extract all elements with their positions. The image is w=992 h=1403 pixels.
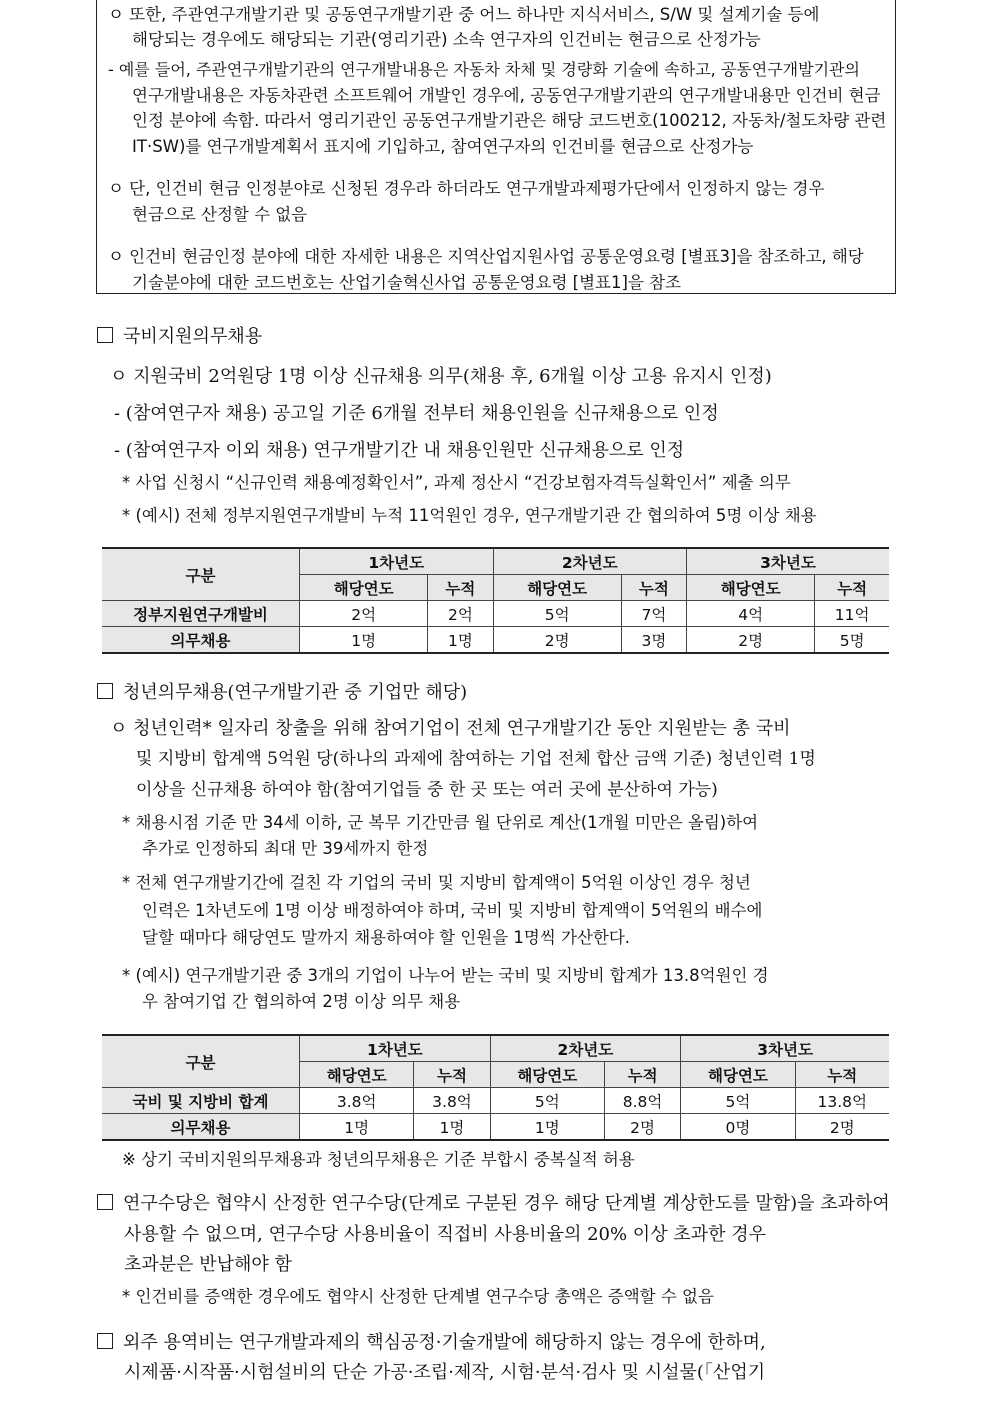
- table-subheader: 해당연도: [300, 1062, 414, 1088]
- youth-hiring-table: [102, 1034, 889, 1141]
- sec2-line: 인력은 1차년도에 1명 이상 배정하여야 하며, 국비 및 지방비 합계액이 5억원의 배수에: [142, 901, 763, 920]
- table-cell: 5억: [490, 1088, 604, 1114]
- table-cell: 7억: [621, 601, 686, 627]
- sec4-line: 외주 용역비는 연구개발과제의 핵심공정·기술개발에 해당하지 않는 경우에 한하며,: [97, 1328, 766, 1357]
- sec2-line: ㅇ 청년인력* 일자리 창출을 위해 참여기업이 전체 연구개발기간 동안 지원받는 총 국비: [110, 718, 791, 739]
- sec1-line: ㅇ 지원국비 2억원당 1명 이상 신규채용 의무(채용 후, 6개월 이상 고용 유지시 인정): [110, 366, 772, 387]
- table-cell: 5명: [815, 627, 889, 654]
- sec3-line: 연구수당은 협약시 산정한 연구수당(단계로 구분된 경우 해당 단계별 계상한도를 말함)을 초과하여: [97, 1189, 890, 1218]
- box-line: 인정 분야에 속함. 따라서 영리기관인 공동연구개발기관은 해당 코드번호(100212, 자동차/철도차량 관련: [132, 111, 887, 130]
- row-label: 정부지원연구개발비: [102, 601, 300, 627]
- box-line: 연구개발내용은 자동차관련 소프트웨어 개발인 경우에, 공동연구개발기관의 연구개발내용만 인건비 현금: [132, 86, 881, 105]
- table-subheader: 누적: [428, 575, 493, 601]
- table-cell: 11억: [815, 601, 889, 627]
- table-subheader: 누적: [414, 1062, 490, 1088]
- sec1-line: * 사업 신청시 “신규인력 채용예정확인서”, 과제 정산시 “건강보험자격득실확인서” 제출 의무: [122, 473, 791, 492]
- box-line: - 예를 들어, 주관연구개발기관의 연구개발내용은 자동차 차체 및 경량화 기술에 속하고, 공동연구개발기관의: [108, 60, 860, 79]
- table-cell: 2억: [428, 601, 493, 627]
- table-cell: 13.8억: [795, 1088, 889, 1114]
- table-subheader: 누적: [795, 1062, 889, 1088]
- checkbox-square-icon: [97, 1333, 113, 1349]
- table-row: [102, 601, 889, 627]
- sec3-line: 사용할 수 없으며, 연구수당 사용비율이 직접비 사용비율의 20% 이상 초과한 경우: [124, 1224, 766, 1245]
- table-subheader: 누적: [815, 575, 889, 601]
- section-title-national-hiring: 국비지원의무채용: [97, 322, 262, 348]
- table-cell: 1명: [300, 1114, 414, 1141]
- table-cell: 5억: [681, 1088, 795, 1114]
- sec4-line: 시제품·시작품·시험설비의 단순 가공·조립·제작, 시험·분석·검사 및 시설물(「산업기: [124, 1362, 766, 1383]
- table-cell: 3명: [621, 627, 686, 654]
- table-cell: 5억: [493, 601, 621, 627]
- table-subheader: 해당연도: [681, 1062, 795, 1088]
- checkbox-square-icon: [97, 1194, 113, 1210]
- sec2-line: 달할 때마다 해당연도 말까지 채용하여야 할 인원을 1명씩 가산한다.: [142, 928, 631, 947]
- box-line: 현금으로 산정할 수 없음: [132, 205, 308, 224]
- table-subheader: 해당연도: [300, 575, 428, 601]
- sec3-line: 초과분은 반납해야 함: [124, 1254, 292, 1275]
- table-header-gubun: 구분: [102, 1035, 300, 1088]
- row-label: 의무채용: [102, 627, 300, 654]
- table-cell: 0명: [681, 1114, 795, 1141]
- table-header-year: 2차년도: [490, 1035, 681, 1062]
- sec2-line: * 전체 연구개발기간에 걸친 각 기업의 국비 및 지방비 합계액이 5억원 이상인 경우 청년: [122, 873, 751, 892]
- table-header-year: 1차년도: [300, 1035, 491, 1062]
- sec2-line: 우 참여기업 간 협의하여 2명 이상 의무 채용: [142, 992, 461, 1011]
- table-cell: 4억: [687, 601, 815, 627]
- table-row: [102, 1114, 889, 1141]
- table-cell: 1명: [414, 1114, 490, 1141]
- sec2-line: 및 지방비 합계액 5억원 당(하나의 과제에 참여하는 기업 전체 합산 금액 기준) 청년인력 1명: [136, 749, 816, 769]
- table-cell: 2명: [493, 627, 621, 654]
- checkbox-square-icon: [97, 683, 113, 699]
- table-cell: 2억: [300, 601, 428, 627]
- table-cell: 2명: [687, 627, 815, 654]
- table-cell: 2명: [795, 1114, 889, 1141]
- box-line: IT·SW)를 연구개발계획서 표지에 기입하고, 참여연구자의 인건비를 현금으로 산정가능: [132, 137, 754, 156]
- table-header-year: 3차년도: [681, 1035, 889, 1062]
- table-subheader: 해당연도: [493, 575, 621, 601]
- table-cell: 1명: [428, 627, 493, 654]
- table-cell: 2명: [604, 1114, 680, 1141]
- table-cell: 3.8억: [414, 1088, 490, 1114]
- table-subheader: 누적: [604, 1062, 680, 1088]
- section-title-youth-hiring: 청년의무채용(연구개발기관 중 기업만 해당): [97, 678, 467, 704]
- box-line: ㅇ 단, 인건비 현금 인정분야로 신청된 경우라 하더라도 연구개발과제평가단에서 인정하지 않는 경우: [108, 179, 825, 198]
- table-header-year: 1차년도: [300, 548, 494, 575]
- table-header-gubun: 구분: [102, 548, 300, 601]
- table-header-year: 2차년도: [493, 548, 687, 575]
- row-label: 국비 및 지방비 합계: [102, 1088, 300, 1114]
- national-hiring-table: [102, 547, 889, 654]
- box-line: ㅇ 또한, 주관연구개발기관 및 공동연구개발기관 중 어느 하나만 지식서비스, S/W 및 설계기술 등에: [108, 5, 820, 24]
- table-subheader: 누적: [621, 575, 686, 601]
- table-row: [102, 627, 889, 654]
- table-header-year: 3차년도: [687, 548, 890, 575]
- table-subheader: 해당연도: [687, 575, 815, 601]
- table-cell: 3.8억: [300, 1088, 414, 1114]
- table-cell: 1명: [300, 627, 428, 654]
- box-line: 기술분야에 대한 코드번호는 산업기술혁신사업 공통운영요령 [별표1]을 참조: [132, 273, 681, 292]
- table-cell: 8.8억: [604, 1088, 680, 1114]
- table-cell: 1명: [490, 1114, 604, 1141]
- overlap-note: ※ 상기 국비지원의무채용과 청년의무채용은 기준 부합시 중복실적 허용: [122, 1150, 635, 1169]
- sec2-line: * (예시) 연구개발기관 중 3개의 기업이 나누어 받는 국비 및 지방비 합계가 13.8억원인 경: [122, 966, 769, 985]
- sec1-line: - (참여연구자 이외 채용) 연구개발기간 내 채용인원만 신규채용으로 인정: [114, 440, 685, 461]
- table-row: [102, 1088, 889, 1114]
- sec1-line: * (예시) 전체 정부지원연구개발비 누적 11억원인 경우, 연구개발기관 간 협의하여 5명 이상 채용: [122, 506, 817, 525]
- checkbox-square-icon: [97, 327, 113, 343]
- sec2-line: 추가로 인정하되 최대 만 39세까지 한정: [142, 839, 429, 858]
- box-line: ㅇ 인건비 현금인정 분야에 대한 자세한 내용은 지역산업지원사업 공통운영요령 [별표3]을 참조하고, 해당: [108, 247, 864, 266]
- sec1-line: - (참여연구자 채용) 공고일 기준 6개월 전부터 채용인원을 신규채용으로 인정: [114, 403, 719, 424]
- row-label: 의무채용: [102, 1114, 300, 1141]
- box-line: 해당되는 경우에도 해당되는 기관(영리기관) 소속 연구자의 인건비는 현금으로 산정가능: [132, 30, 761, 49]
- sec3-line: * 인건비를 증액한 경우에도 협약시 산정한 단계별 연구수당 총액은 증액할 수 없음: [122, 1287, 714, 1306]
- sec2-line: * 채용시점 기준 만 34세 이하, 군 복무 기간만큼 월 단위로 계산(1개월 미만은 올림)하여: [122, 813, 759, 832]
- table-subheader: 해당연도: [490, 1062, 604, 1088]
- sec2-line: 이상을 신규채용 하여야 함(참여기업들 중 한 곳 또는 여러 곳에 분산하여 가능): [136, 780, 718, 800]
